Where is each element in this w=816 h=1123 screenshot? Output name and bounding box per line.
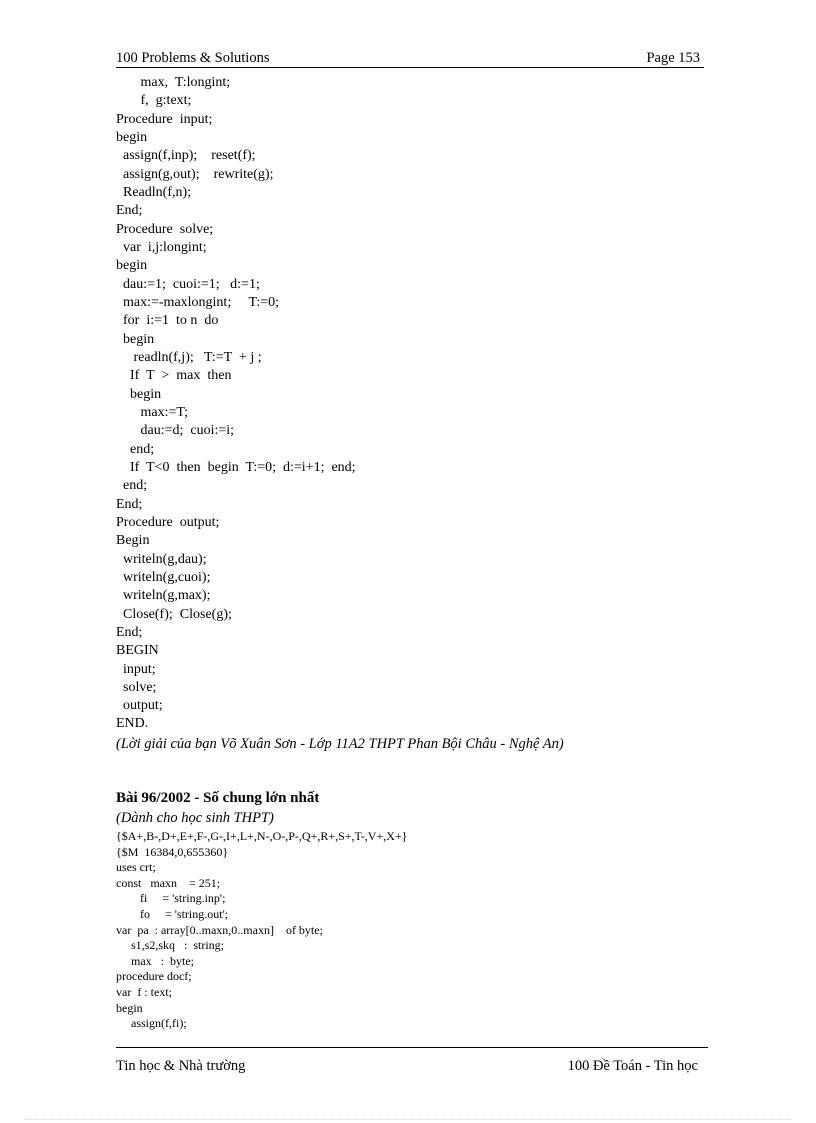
code-line: writeln(g,cuoi);: [116, 569, 211, 585]
code-line: writeln(g,max);: [116, 588, 211, 604]
code-line: input;: [116, 661, 156, 677]
code-line: BEGIN: [116, 643, 159, 659]
code-line: end;: [116, 441, 155, 457]
code-line: writeln(g,dau);: [116, 551, 207, 567]
problem-subtitle: (Dành cho học sinh THPT): [116, 810, 274, 826]
pascal-code-block: [116, 74, 716, 734]
code-line: var pa : array[0..maxn,0..maxn] of byte;: [116, 922, 323, 937]
problem-title: Bài 96/2002 - Số chung lớn nhất: [116, 790, 320, 806]
footer-left-text: Tin học & Nhà trường: [116, 1058, 246, 1074]
code-line: Readln(f,n);: [116, 184, 192, 200]
code-line: Procedure output;: [116, 514, 220, 530]
code-line: fi = 'string.inp';: [116, 891, 226, 906]
code-line: {$M 16384,0,655360}: [116, 844, 229, 859]
code-line: begin: [116, 258, 148, 274]
code-line: {$A+,B-,D+,E+,F-,G-,I+,L+,N-,O-,P-,Q+,R+,S+,T-,V+,X+}: [116, 829, 408, 843]
code-line: readln(f,j); T:=T + j ;: [116, 349, 262, 365]
code-line: max:=T;: [116, 404, 189, 420]
code-line: output;: [116, 698, 163, 714]
code-line: dau:=1; cuoi:=1; d:=1;: [116, 276, 260, 292]
code-line: uses crt;: [116, 860, 156, 875]
header-page-number: Page 153: [646, 50, 700, 66]
code-line: procedure docf;: [116, 969, 192, 984]
header-title: 100 Problems & Solutions: [116, 50, 270, 66]
page-edge-divider: [24, 1119, 792, 1120]
code-line: assign(f,fi);: [116, 1016, 187, 1031]
code-line: begin: [116, 331, 155, 347]
code-line: max : byte;: [116, 953, 194, 968]
code-line: End;: [116, 203, 143, 219]
code-line: assign(f,inp); reset(f);: [116, 148, 256, 164]
code-line: max, T:longint;: [116, 75, 231, 90]
code-line: solve;: [116, 679, 157, 695]
solution-credit: (Lời giải của bạn Võ Xuân Sơn - Lớp 11A2 THPT Phan Bội Châu - Nghệ An): [116, 736, 564, 752]
code-line: Procedure solve;: [116, 221, 214, 237]
code-line: for i:=1 to n do: [116, 313, 219, 329]
code-line: If T > max then: [116, 368, 232, 384]
code-line: fo = 'string.out';: [116, 906, 229, 921]
code-line: end;: [116, 478, 148, 494]
code-line: End;: [116, 624, 143, 640]
footer-divider: [116, 1047, 708, 1048]
code-line: const maxn = 251;: [116, 875, 221, 890]
code-line: var f : text;: [116, 984, 172, 999]
code-line: Procedure input;: [116, 111, 213, 127]
code-line: f, g:text;: [116, 93, 192, 109]
code-line: dau:=d; cuoi:=i;: [116, 423, 235, 439]
code-line: END.: [116, 716, 149, 732]
footer-right-text: 100 Đề Toán - Tin học: [567, 1058, 698, 1074]
code-line: End;: [116, 496, 143, 512]
code-line: begin: [116, 129, 148, 145]
pascal-code-block-2: [116, 829, 716, 1032]
code-line: Close(f); Close(g);: [116, 606, 232, 622]
code-line: max:=-maxlongint; T:=0;: [116, 294, 279, 310]
code-line: assign(g,out); rewrite(g);: [116, 166, 274, 182]
code-line: If T<0 then begin T:=0; d:=i+1; end;: [116, 459, 356, 475]
code-line: s1,s2,skq : string;: [116, 938, 225, 953]
page-header: [116, 50, 704, 68]
code-line: begin: [116, 1000, 143, 1015]
code-line: Begin: [116, 533, 150, 549]
code-line: begin: [116, 386, 162, 402]
code-line: var i,j:longint;: [116, 239, 207, 255]
